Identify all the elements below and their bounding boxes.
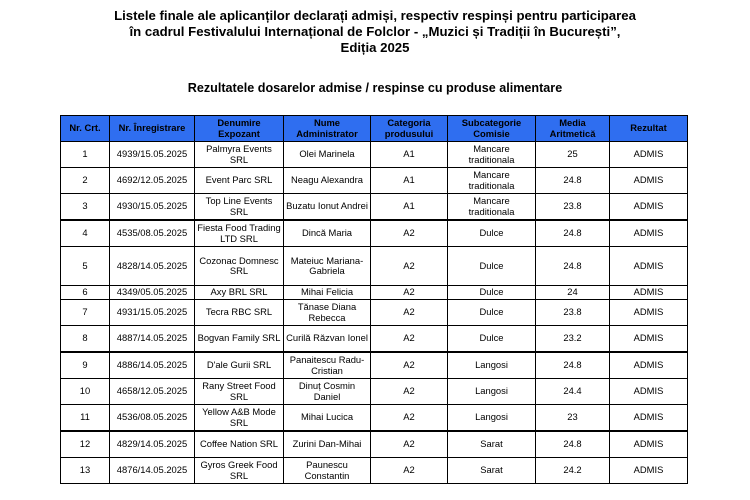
header-nr: Nr. Crt. bbox=[61, 116, 110, 142]
cell-media: 24 bbox=[536, 286, 610, 300]
cell-rezultat: ADMIS bbox=[610, 379, 688, 405]
cell-subcategorie: Mancare traditionala bbox=[448, 142, 536, 168]
header-subcategorie: Subcategorie Comisie bbox=[448, 116, 536, 142]
cell-media: 23 bbox=[536, 405, 610, 432]
header-media: Media Aritmetică bbox=[536, 116, 610, 142]
cell-subcategorie: Dulce bbox=[448, 286, 536, 300]
cell-rezultat: ADMIS bbox=[610, 405, 688, 432]
cell-administrator: Neagu Alexandra bbox=[284, 168, 371, 194]
cell-expozant: Rany Street Food SRL bbox=[195, 379, 284, 405]
cell-media: 24.8 bbox=[536, 431, 610, 458]
table-row bbox=[61, 458, 688, 484]
cell-categoria: A2 bbox=[371, 220, 448, 247]
cell-nr: 11 bbox=[61, 405, 110, 432]
results-table bbox=[60, 115, 688, 484]
title-line: Listele finale ale aplicanților declarați admiși, respectiv respinși pentru participarea bbox=[114, 8, 636, 23]
cell-administrator: Dincă Maria bbox=[284, 220, 371, 247]
cell-categoria: A2 bbox=[371, 458, 448, 484]
cell-subcategorie: Mancare traditionala bbox=[448, 194, 536, 221]
cell-categoria: A2 bbox=[371, 286, 448, 300]
cell-categoria: A2 bbox=[371, 247, 448, 286]
cell-nr: 2 bbox=[61, 168, 110, 194]
cell-rezultat: ADMIS bbox=[610, 326, 688, 353]
cell-media: 23.8 bbox=[536, 300, 610, 326]
title-line: Ediția 2025 bbox=[340, 40, 410, 55]
cell-nr: 4 bbox=[61, 220, 110, 247]
cell-expozant: D'ale Gurii SRL bbox=[195, 352, 284, 379]
cell-administrator: Mihai Lucica bbox=[284, 405, 371, 432]
cell-subcategorie: Langosi bbox=[448, 405, 536, 432]
table-row bbox=[61, 220, 688, 247]
cell-subcategorie: Dulce bbox=[448, 220, 536, 247]
cell-rezultat: ADMIS bbox=[610, 220, 688, 247]
cell-subcategorie: Dulce bbox=[448, 300, 536, 326]
cell-media: 24.8 bbox=[536, 220, 610, 247]
cell-categoria: A2 bbox=[371, 352, 448, 379]
cell-expozant: Fiesta Food Trading LTD SRL bbox=[195, 220, 284, 247]
cell-subcategorie: Mancare traditionala bbox=[448, 168, 536, 194]
cell-expozant: Event Parc SRL bbox=[195, 168, 284, 194]
cell-categoria: A1 bbox=[371, 142, 448, 168]
cell-inregistrare: 4535/08.05.2025 bbox=[110, 220, 195, 247]
cell-expozant: Palmyra Events SRL bbox=[195, 142, 284, 168]
cell-subcategorie: Sarat bbox=[448, 431, 536, 458]
cell-nr: 3 bbox=[61, 194, 110, 221]
cell-inregistrare: 4829/14.05.2025 bbox=[110, 431, 195, 458]
table-row bbox=[61, 326, 688, 353]
cell-inregistrare: 4939/15.05.2025 bbox=[110, 142, 195, 168]
cell-expozant: Top Line Events SRL bbox=[195, 194, 284, 221]
cell-rezultat: ADMIS bbox=[610, 142, 688, 168]
cell-inregistrare: 4886/14.05.2025 bbox=[110, 352, 195, 379]
cell-categoria: A2 bbox=[371, 326, 448, 353]
cell-administrator: Panaitescu Radu-Cristian bbox=[284, 352, 371, 379]
cell-administrator: Dinuț Cosmin Daniel bbox=[284, 379, 371, 405]
table-row bbox=[61, 431, 688, 458]
cell-nr: 6 bbox=[61, 286, 110, 300]
cell-administrator: Mihai Felicia bbox=[284, 286, 371, 300]
cell-expozant: Yellow A&B Mode SRL bbox=[195, 405, 284, 432]
table-row bbox=[61, 247, 688, 286]
table-row bbox=[61, 142, 688, 168]
cell-rezultat: ADMIS bbox=[610, 300, 688, 326]
cell-administrator: Tănase Diana Rebecca bbox=[284, 300, 371, 326]
cell-administrator: Olei Marinela bbox=[284, 142, 371, 168]
cell-rezultat: ADMIS bbox=[610, 168, 688, 194]
cell-administrator: Buzatu Ionut Andrei bbox=[284, 194, 371, 221]
table-header-row bbox=[61, 116, 688, 142]
table-row bbox=[61, 194, 688, 221]
cell-subcategorie: Dulce bbox=[448, 247, 536, 286]
table-row bbox=[61, 286, 688, 300]
cell-expozant: Gyros Greek Food SRL bbox=[195, 458, 284, 484]
header-expozant: Denumire Expozant bbox=[195, 116, 284, 142]
table-row bbox=[61, 168, 688, 194]
cell-nr: 7 bbox=[61, 300, 110, 326]
title-line: în cadrul Festivalului Internațional de Folclor - „Muzici și Tradiții în București”, bbox=[129, 24, 621, 39]
cell-media: 24.4 bbox=[536, 379, 610, 405]
cell-administrator: Paunescu Constantin bbox=[284, 458, 371, 484]
document-title bbox=[0, 8, 750, 56]
cell-nr: 10 bbox=[61, 379, 110, 405]
cell-inregistrare: 4658/12.05.2025 bbox=[110, 379, 195, 405]
cell-administrator: Curilă Răzvan Ionel bbox=[284, 326, 371, 353]
cell-expozant: Bogvan Family SRL bbox=[195, 326, 284, 353]
cell-expozant: Cozonac Domnesc SRL bbox=[195, 247, 284, 286]
cell-inregistrare: 4349/05.05.2025 bbox=[110, 286, 195, 300]
cell-nr: 1 bbox=[61, 142, 110, 168]
table-row bbox=[61, 352, 688, 379]
cell-media: 23.2 bbox=[536, 326, 610, 353]
cell-rezultat: ADMIS bbox=[610, 352, 688, 379]
cell-subcategorie: Langosi bbox=[448, 379, 536, 405]
cell-rezultat: ADMIS bbox=[610, 247, 688, 286]
cell-expozant: Tecra RBC SRL bbox=[195, 300, 284, 326]
cell-expozant: Coffee Nation SRL bbox=[195, 431, 284, 458]
cell-nr: 9 bbox=[61, 352, 110, 379]
cell-categoria: A1 bbox=[371, 168, 448, 194]
cell-rezultat: ADMIS bbox=[610, 431, 688, 458]
cell-subcategorie: Langosi bbox=[448, 352, 536, 379]
table-row bbox=[61, 379, 688, 405]
header-inregistrare: Nr. Înregistrare bbox=[110, 116, 195, 142]
header-rezultat: Rezultat bbox=[610, 116, 688, 142]
cell-nr: 12 bbox=[61, 431, 110, 458]
cell-inregistrare: 4692/12.05.2025 bbox=[110, 168, 195, 194]
cell-rezultat: ADMIS bbox=[610, 458, 688, 484]
cell-inregistrare: 4876/14.05.2025 bbox=[110, 458, 195, 484]
cell-administrator: Mateiuc Mariana-Gabriela bbox=[284, 247, 371, 286]
cell-inregistrare: 4930/15.05.2025 bbox=[110, 194, 195, 221]
cell-media: 24.8 bbox=[536, 168, 610, 194]
cell-nr: 5 bbox=[61, 247, 110, 286]
cell-categoria: A1 bbox=[371, 194, 448, 221]
table-row bbox=[61, 405, 688, 432]
cell-categoria: A2 bbox=[371, 431, 448, 458]
cell-rezultat: ADMIS bbox=[610, 286, 688, 300]
header-categoria: Categoria produsului bbox=[371, 116, 448, 142]
cell-media: 24.8 bbox=[536, 352, 610, 379]
cell-subcategorie: Dulce bbox=[448, 326, 536, 353]
cell-media: 25 bbox=[536, 142, 610, 168]
cell-categoria: A2 bbox=[371, 300, 448, 326]
cell-nr: 8 bbox=[61, 326, 110, 353]
cell-categoria: A2 bbox=[371, 379, 448, 405]
cell-media: 24.8 bbox=[536, 247, 610, 286]
cell-inregistrare: 4828/14.05.2025 bbox=[110, 247, 195, 286]
cell-inregistrare: 4931/15.05.2025 bbox=[110, 300, 195, 326]
document-subtitle: Rezultatele dosarelor admise / respinse cu produse alimentare bbox=[187, 81, 563, 95]
cell-inregistrare: 4536/08.05.2025 bbox=[110, 405, 195, 432]
cell-subcategorie: Sarat bbox=[448, 458, 536, 484]
cell-media: 24.2 bbox=[536, 458, 610, 484]
header-administrator: Nume Administrator bbox=[284, 116, 371, 142]
cell-nr: 13 bbox=[61, 458, 110, 484]
cell-media: 23.8 bbox=[536, 194, 610, 221]
cell-expozant: Axy BRL SRL bbox=[195, 286, 284, 300]
table-row bbox=[61, 300, 688, 326]
cell-administrator: Zurini Dan-Mihai bbox=[284, 431, 371, 458]
cell-categoria: A2 bbox=[371, 405, 448, 432]
cell-rezultat: ADMIS bbox=[610, 194, 688, 221]
cell-inregistrare: 4887/14.05.2025 bbox=[110, 326, 195, 353]
